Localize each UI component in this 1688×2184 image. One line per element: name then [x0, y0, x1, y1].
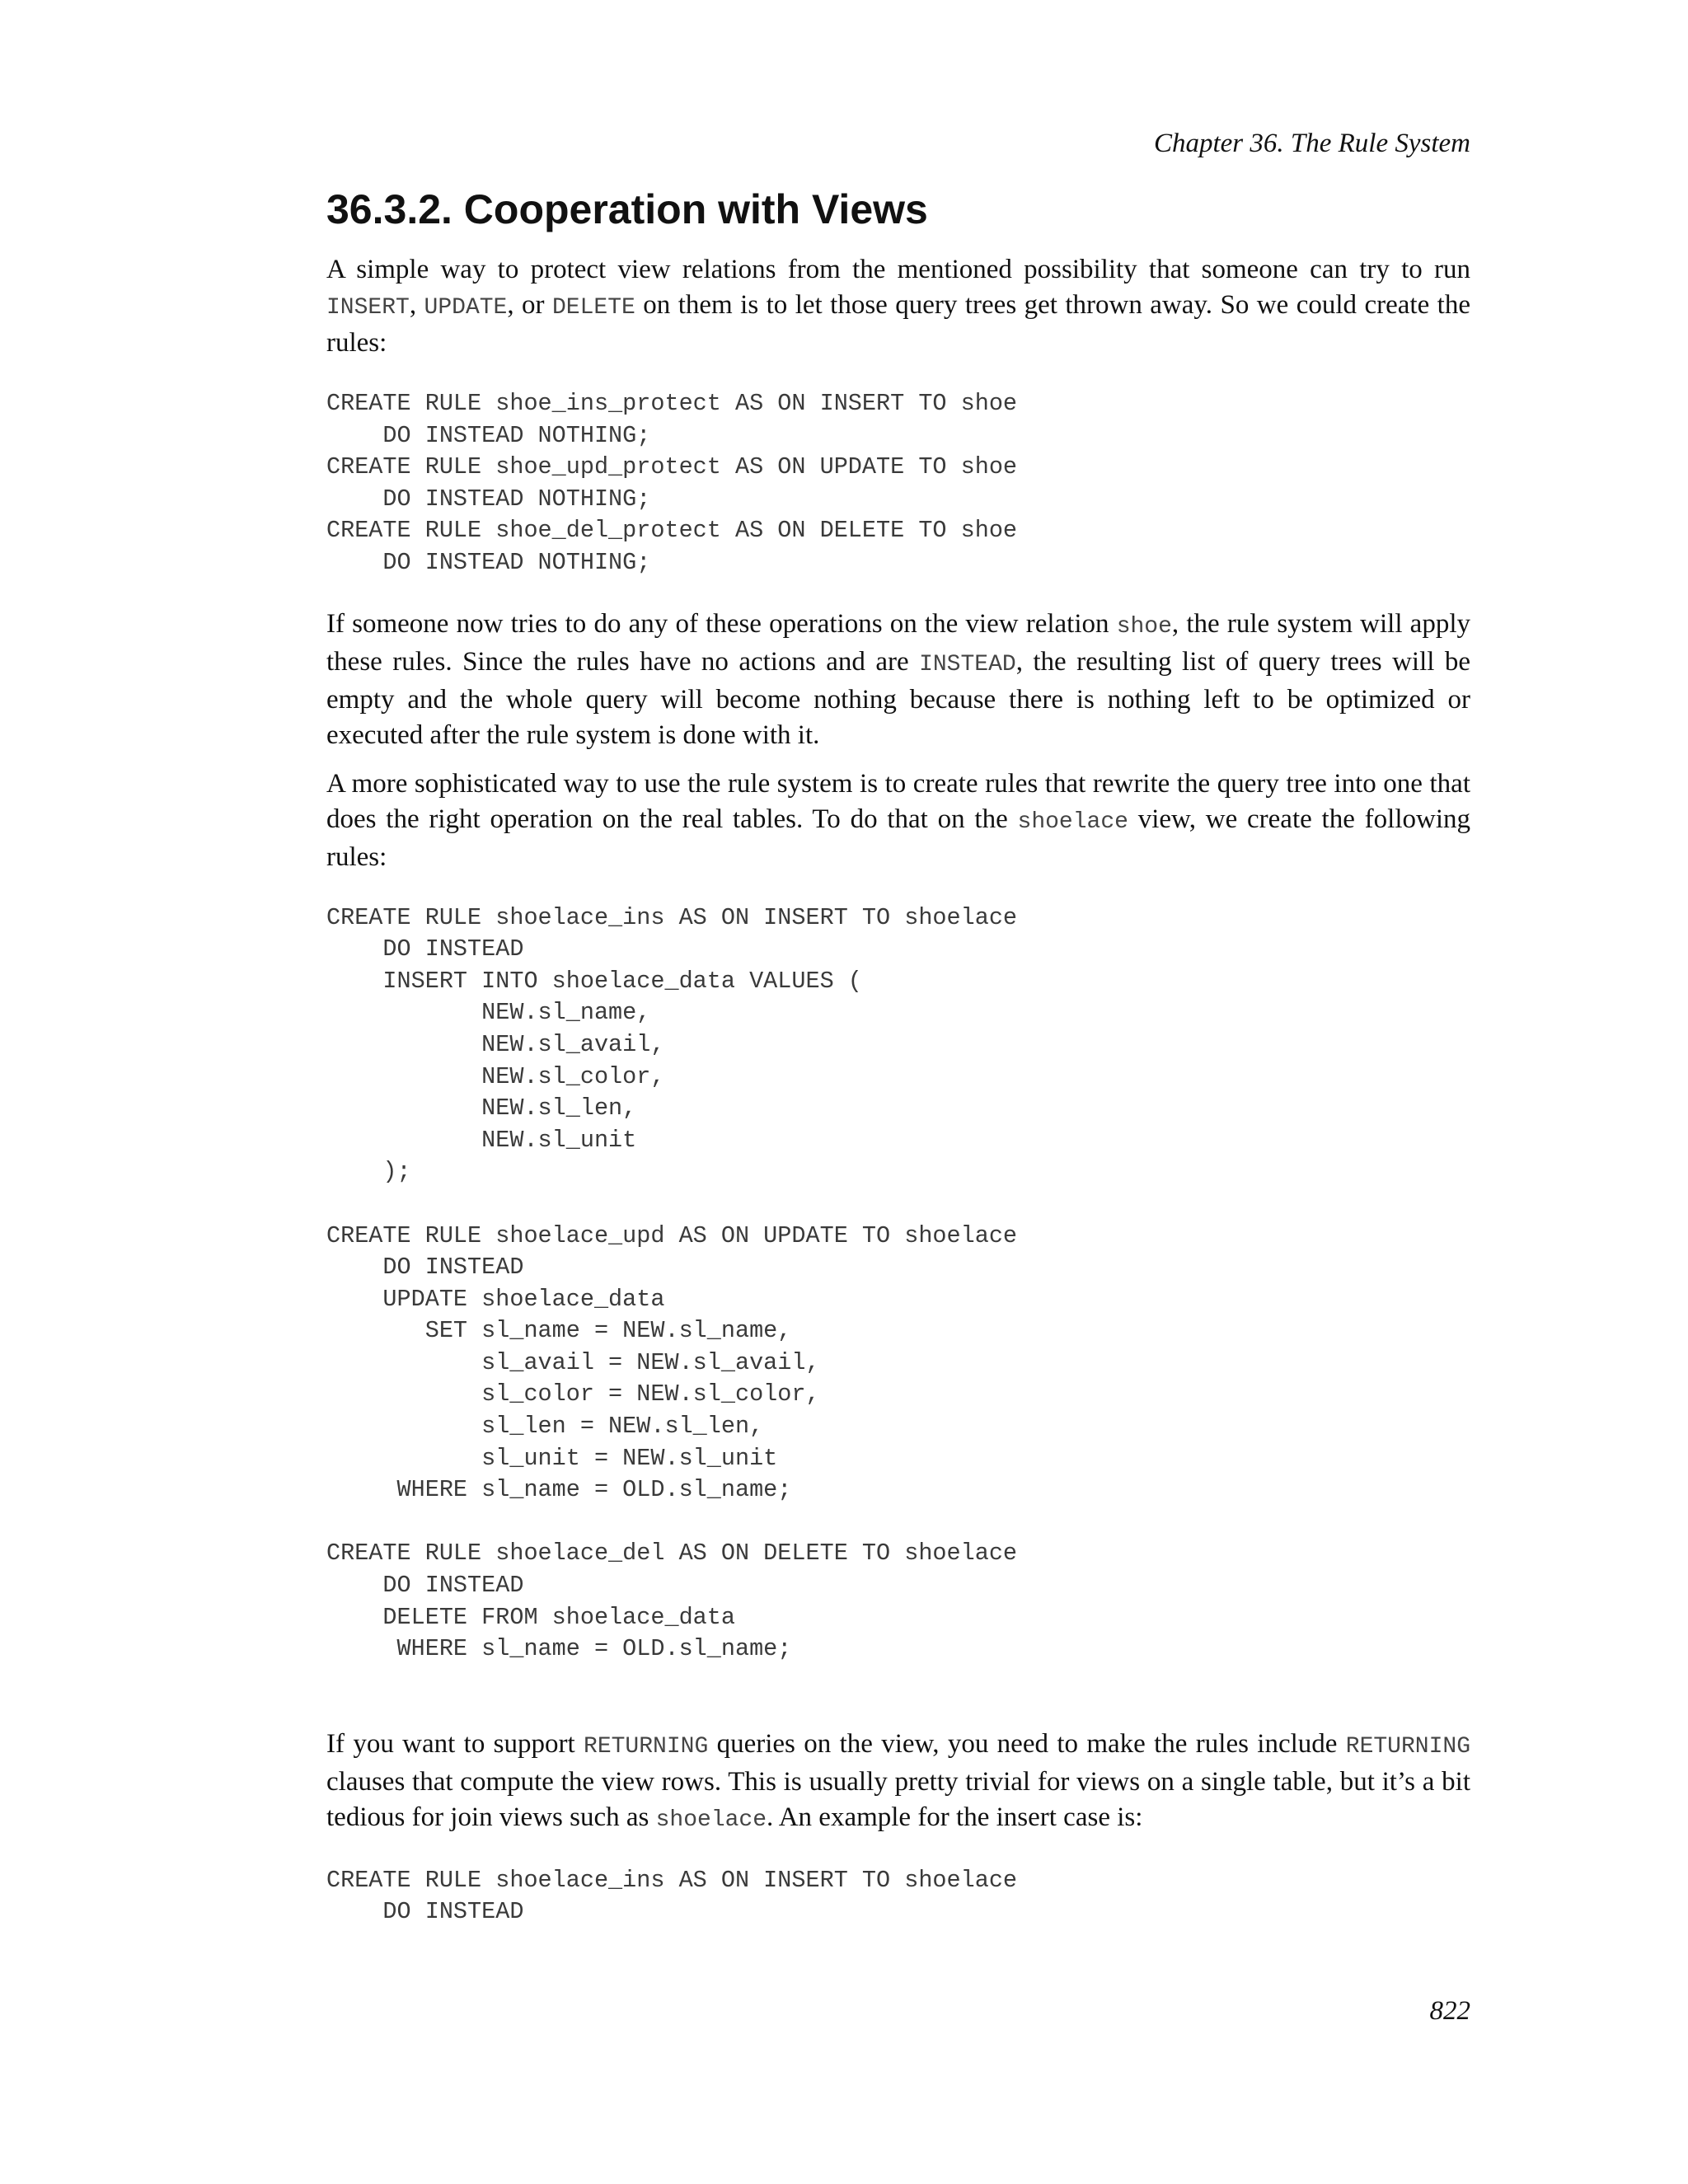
paragraph-returning [326, 1727, 1470, 1838]
paragraph-intro [326, 252, 1470, 361]
inline-code: shoelace [1017, 808, 1128, 835]
paragraph-text: , the resulting list of query trees will be empty and the whole query will become nothing because there is nothing left to be optimized or executed after the rule system is done with it. [326, 646, 1470, 750]
page-number: 822 [1429, 1996, 1470, 2026]
paragraph-text: , the rule system will apply these rules. Since the rules have no actions and are [326, 608, 1470, 677]
inline-code: INSTEAD [919, 651, 1016, 677]
inline-code: UPDATE [424, 295, 508, 321]
paragraph-text: A more sophisticated way to use the rule system is to create rules that rewrite the query tree into one that does the right operation on the real tables. To do that on the [326, 768, 1470, 834]
paragraph-protect-explanation [326, 607, 1470, 753]
code-block-shoelace-rules: CREATE RULE shoelace_ins AS ON INSERT TO shoelace DO INSTEAD INSERT INTO shoelace_data VALUES ( NEW.sl_name, NEW.sl_avail, NEW.sl_color, NEW.sl_len, NEW.sl_unit ); CREATE RULE shoelace_upd AS ON UPDATE TO shoelace DO INSTEAD UPDATE shoelace_data SET sl_name = NEW.sl_name, sl_avail = NEW.sl_avail, sl_color = NEW.sl_color, sl_len = NEW.sl_len, sl_unit = NEW.sl_unit WHERE sl_name = OLD.sl_name; CREATE RULE shoelace_del AS ON DELETE TO shoelace DO INSTEAD DELETE FROM shoelace_data WHERE sl_name = OLD.sl_name; [326, 903, 1018, 1663]
paragraph-text: , [409, 290, 424, 320]
code-block-returning-example: CREATE RULE shoelace_ins AS ON INSERT TO shoelace DO INSTEAD [326, 1866, 1018, 1926]
paragraph-text: A simple way to protect view relations from the mentioned possibility that someone can try to run [326, 255, 1470, 284]
running-header: Chapter 36. The Rule System [1153, 129, 1470, 158]
paragraph-text: If you want to support [326, 1728, 584, 1759]
inline-code: RETURNING [1345, 1733, 1470, 1760]
paragraph-text: . An example for the insert case is: [767, 1802, 1143, 1832]
paragraph-text: , or [507, 290, 552, 320]
content-flow [326, 252, 1470, 1929]
paragraph-text: clauses that compute the view rows. This is usually pretty trivial for views on a single table, but it’s a bit tedious for join views such as [326, 1766, 1470, 1832]
section-title: 36.3.2. Cooperation with Views [326, 186, 928, 232]
paragraph-text: If someone now tries to do any of these operations on the view relation [326, 608, 1117, 639]
inline-code: INSERT [326, 295, 410, 321]
paragraph-text: view, we create the following rules: [326, 804, 1470, 872]
paragraph-text: queries on the view, you need to make the rules include [708, 1728, 1346, 1759]
inline-code: DELETE [552, 295, 635, 321]
paragraph-text: on them is to let those query trees get thrown away. So we could create the rules: [326, 290, 1470, 358]
inline-code: RETURNING [584, 1733, 709, 1760]
inline-code: shoe [1116, 613, 1172, 640]
paragraph-rewrite-intro [326, 766, 1470, 875]
code-block-protect-rules: CREATE RULE shoe_ins_protect AS ON INSERT TO shoe DO INSTEAD NOTHING; CREATE RULE shoe_upd_protect AS ON UPDATE TO shoe DO INSTEAD NOTHING; CREATE RULE shoe_del_protect AS ON DELETE TO shoe DO INSTEAD NOTHING; [326, 390, 1018, 576]
document-page [326, 0, 1470, 2184]
inline-code: shoelace [655, 1807, 767, 1833]
